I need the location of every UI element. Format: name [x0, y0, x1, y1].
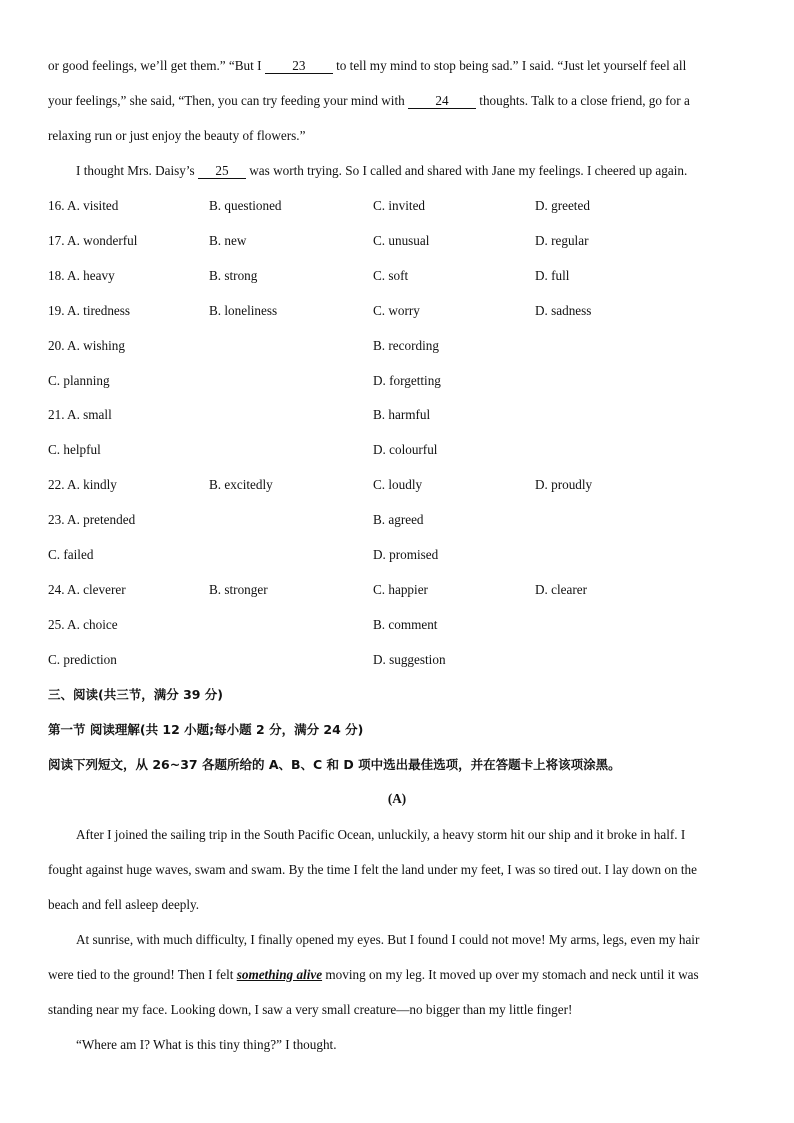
q17-option-b: B. new	[209, 233, 247, 248]
q24-option-b: B. stronger	[209, 582, 268, 597]
q23-option-c: C. failed	[48, 547, 94, 562]
text: or good feelings, we’ll get them.” “But I	[48, 58, 265, 73]
blank-25: 25	[198, 164, 246, 179]
q18-option-c: C. soft	[373, 268, 409, 283]
q23-option-b: B. agreed	[373, 512, 424, 527]
q17-option-d: D. regular	[535, 233, 589, 248]
q19-option-b: B. loneliness	[209, 303, 278, 318]
q23-option-d: D. promised	[373, 547, 439, 562]
blank-23: 23	[265, 59, 333, 74]
passage-line: fought against huge waves, swam and swam. By the time I felt the land under my feet, I was so tired out. I lay down on the	[48, 862, 697, 877]
passage-line: At sunrise, with much difficulty, I finally opened my eyes. But I found I could not move! My arms, legs, even my hair	[76, 932, 700, 947]
q19-option-d: D. sadness	[535, 303, 592, 318]
q19-option-a: 19. A. tiredness	[48, 303, 131, 318]
text: your feelings,” she said, “Then, you can try feeding your mind with	[48, 93, 408, 108]
q20-option-a: 20. A. wishing	[48, 338, 125, 353]
q16-option-c: C. invited	[373, 198, 426, 213]
passage-line	[48, 92, 748, 110]
passage-line	[48, 966, 748, 984]
q18-option-a: 18. A. heavy	[48, 268, 115, 283]
text: moving on my leg. It moved up over my stomach and neck until it was	[322, 967, 699, 982]
q19-option-c: C. worry	[373, 303, 420, 318]
q21-option-a: 21. A. small	[48, 407, 112, 422]
passage-line: After I joined the sailing trip in the South Pacific Ocean, unluckily, a heavy storm hit our ship and it broke in half. I	[76, 827, 686, 842]
q25-option-c: C. prediction	[48, 652, 117, 667]
q24-option-c: C. happier	[373, 582, 428, 597]
q24-option-d: D. clearer	[535, 582, 587, 597]
text: was worth trying. So I called and shared with Jane my feelings. I cheered up again.	[245, 163, 688, 178]
q18-option-b: B. strong	[209, 268, 258, 283]
q17-option-c: C. unusual	[373, 233, 430, 248]
q22-option-b: B. excitedly	[209, 477, 273, 492]
q16-option-a: 16. A. visited	[48, 198, 119, 213]
q17-option-a: 17. A. wonderful	[48, 233, 138, 248]
q20-option-d: D. forgetting	[373, 373, 441, 388]
q25-option-d: D. suggestion	[373, 652, 446, 667]
q25-option-b: B. comment	[373, 617, 438, 632]
emphasized-phrase: something alive	[236, 967, 323, 982]
passage-line	[48, 57, 748, 75]
passage-line: “Where am I? What is this tiny thing?” I thought.	[76, 1037, 337, 1052]
section-heading: 三、阅读(共三节，满分 39 分)	[48, 687, 224, 702]
q21-option-b: B. harmful	[373, 407, 431, 422]
q22-option-c: C. loudly	[373, 477, 423, 492]
passage-line: beach and fell asleep deeply.	[48, 897, 200, 912]
q24-option-a: 24. A. cleverer	[48, 582, 126, 597]
text: were tied to the ground! Then I felt	[48, 967, 237, 982]
text: to tell my mind to stop being sad.” I said. “Just let yourself feel all	[332, 58, 687, 73]
q20-option-c: C. planning	[48, 373, 110, 388]
q23-option-a: 23. A. pretended	[48, 512, 136, 527]
q22-option-d: D. proudly	[535, 477, 593, 492]
text: I thought Mrs. Daisy’s	[76, 163, 198, 178]
passage-line	[76, 162, 776, 180]
text: thoughts. Talk to a close friend, go for a	[476, 93, 690, 108]
q21-option-c: C. helpful	[48, 442, 101, 457]
q22-option-a: 22. A. kindly	[48, 477, 117, 492]
passage-line: standing near my face. Looking down, I saw a very small creature—no bigger than my little finger!	[48, 1002, 573, 1017]
q25-option-a: 25. A. choice	[48, 617, 118, 632]
q16-option-b: B. questioned	[209, 198, 282, 213]
blank-24: 24	[408, 94, 476, 109]
instruction-text: 阅读下列短文，从 26~37 各题所给的 A、B、C 和 D 项中选出最佳选项，并在答题卡上将该项涂黑。	[48, 757, 621, 772]
q21-option-d: D. colourful	[373, 442, 438, 457]
q18-option-d: D. full	[535, 268, 570, 283]
q20-option-b: B. recording	[373, 338, 439, 353]
subsection-heading: 第一节 阅读理解(共 12 小题;每小题 2 分，满分 24 分)	[48, 722, 364, 737]
q16-option-d: D. greeted	[535, 198, 590, 213]
passage-line: relaxing run or just enjoy the beauty of flowers.”	[48, 128, 306, 143]
passage-label: (A)	[387, 791, 407, 806]
